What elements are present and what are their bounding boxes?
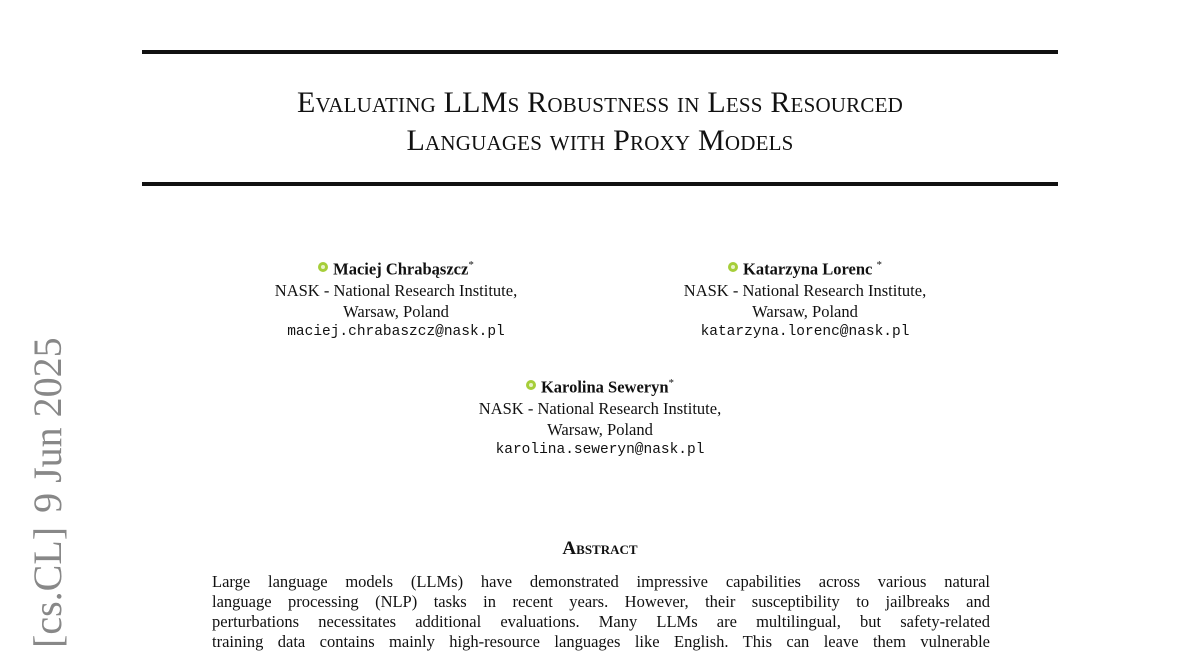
paper-title	[142, 84, 1058, 160]
author-location: Warsaw, Poland	[343, 301, 449, 321]
title-line-2: Languages with Proxy Models	[406, 124, 794, 157]
author-block-2	[635, 255, 975, 343]
orcid-icon[interactable]	[526, 380, 536, 390]
author-location: Warsaw, Poland	[752, 301, 858, 321]
abstract-heading: Abstract	[562, 538, 638, 559]
orcid-icon[interactable]	[318, 262, 328, 272]
author-block-3	[430, 373, 770, 461]
abstract-line: perturbations necessitates additional evaluations. Many LLMs are multilingual, but safety-related	[212, 612, 990, 631]
arxiv-date: 9 Jun 2025	[25, 337, 70, 513]
author-location: Warsaw, Poland	[547, 419, 653, 439]
title-rule-bottom	[142, 182, 1058, 186]
author-block-1	[226, 255, 566, 343]
abstract-line: Large language models (LLMs) have demonstrated impressive capabilities across various natural	[212, 572, 990, 591]
author-affiliation: NASK - National Research Institute,	[478, 398, 722, 418]
author-affiliation: NASK - National Research Institute,	[274, 280, 518, 300]
abstract-body	[212, 572, 990, 652]
abstract-line: training data contains mainly high-resource languages like English. This can leave them vulnerable	[212, 632, 990, 651]
author-name: Karolina Seweryn	[540, 377, 669, 397]
equal-contribution-mark: *	[468, 259, 474, 271]
arxiv-category: [cs.CL]	[25, 526, 70, 648]
author-affiliation: NASK - National Research Institute,	[683, 280, 927, 300]
author-email[interactable]: katarzyna.lorenc@nask.pl	[700, 323, 910, 340]
arxiv-stamp	[25, 337, 70, 648]
title-rule-top	[142, 50, 1058, 54]
title-line-1: Evaluating LLMs Robustness in Less Resourced	[297, 86, 903, 119]
equal-contribution-mark: *	[668, 377, 675, 389]
author-name: Katarzyna Lorenc	[742, 259, 873, 279]
author-email[interactable]: maciej.chrabaszcz@nask.pl	[287, 323, 505, 340]
author-name: Maciej Chrabąszcz	[333, 259, 469, 279]
equal-contribution-mark: *	[876, 259, 882, 271]
author-email[interactable]: karolina.seweryn@nask.pl	[495, 441, 705, 458]
abstract-line: language processing (NLP) tasks in recent years. However, their susceptibility to jailbreaks and	[212, 592, 990, 611]
orcid-icon[interactable]	[728, 262, 738, 272]
